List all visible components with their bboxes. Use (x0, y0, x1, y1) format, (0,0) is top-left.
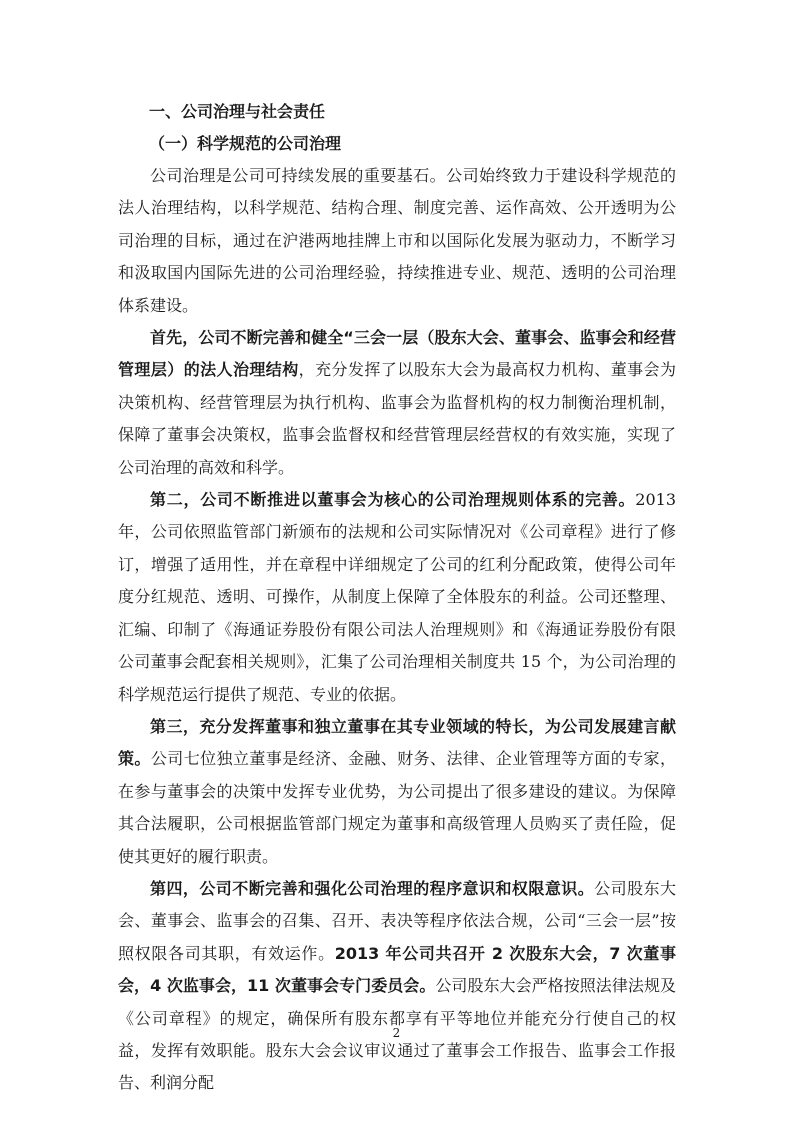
paragraph-text: ，充分发挥了以股东大会为最高权力机构、董事会为决策机构、经营管理层为执行机构、监事会为监督机构的权力制衡治理机制，保障了董事会决策权，监事会监督权和经营管理层经营权的有效实施，实现了公司治理的高效和科学。 (118, 360, 676, 477)
paragraph-text: 公司七位独立董事是经济、金融、财务、法律、企业管理等方面的专家，在参与董事会的决策中发挥专业优势，为公司提出了很多建设的建议。为保障其合法履职，公司根据监管部门规定为董事和高级管理人员购买了责任险，促使其更好的履行职责。 (118, 749, 676, 866)
paragraph-text-secondary: 公司股东大会严格按照法律法规及《公司章程》的规定，确保所有股东都享有平等地位并能充分行使自己的权益，发挥有效职能。股东大会会议审议通过了董事会工作报告、监事会工作报告、利润分配 (118, 976, 676, 1093)
paragraph-text: 2013 年，公司依照监管部门新颁布的法规和公司实际情况对《公司章程》进行了修订，增强了适用性，并在章程中详细规定了公司的红利分配政策，使得公司年度分红规范、透明、可操作，从制度上保障了全体股东的利益。公司还整理、汇编、印制了《海通证券股份有限公司法人治理规则》和《海通证券股份有限公司董事会配套相关规则》，汇集了公司治理相关制度共 15 个，为公司治理的科学规范运行提供了规范、专业的依据。 (118, 490, 676, 704)
page-content (118, 96, 676, 1100)
section-title: 一、公司治理与社会责任 (149, 102, 326, 121)
paragraph-third (118, 711, 676, 873)
paragraph-lead: 第四，公司不断完善和强化公司治理的程序意识和权限意识。 (150, 878, 595, 898)
paragraph-lead: 第二，公司不断推进以董事会为核心的公司治理规则体系的完善。 (150, 490, 636, 510)
subsection-title: （一）科学规范的公司治理 (149, 134, 342, 153)
paragraph-lead: 首先，公司不断完善和健全“三会一层（股东大会、董事会、监事会和经营管理层）的法人治理结构 (118, 328, 676, 380)
paragraph-lead-secondary: 2013 年公司共召开 2 次股东大会，7 次董事会，4 次监事会，11 次董事会专门委员会。 (118, 943, 676, 996)
paragraph-first (118, 322, 676, 484)
paragraph-second (118, 484, 676, 711)
page-number: 2 (392, 1026, 401, 1040)
paragraph-intro (118, 160, 676, 322)
paragraph-text: 公司股东大会、董事会、监事会的召集、召开、表决等程序依法合规，公司“三会一层”按照权限各司其职，有效运作。 (118, 878, 676, 963)
paragraph-fourth (118, 873, 676, 1100)
paragraph-lead: 第三，充分发挥董事和独立董事在其专业领域的特长，为公司发展建言献策。 (118, 716, 676, 769)
paragraph-text: 公司治理是公司可持续发展的重要基石。公司始终致力于建设科学规范的法人治理结构，以科学规范、结构合理、制度完善、运作高效、公开透明为公司治理的目标，通过在沪港两地挂牌上市和以国际化发展为驱动力，不断学习和汲取国内国际先进的公司治理经验，持续推进专业、规范、透明的公司治理体系建设。 (118, 166, 676, 315)
